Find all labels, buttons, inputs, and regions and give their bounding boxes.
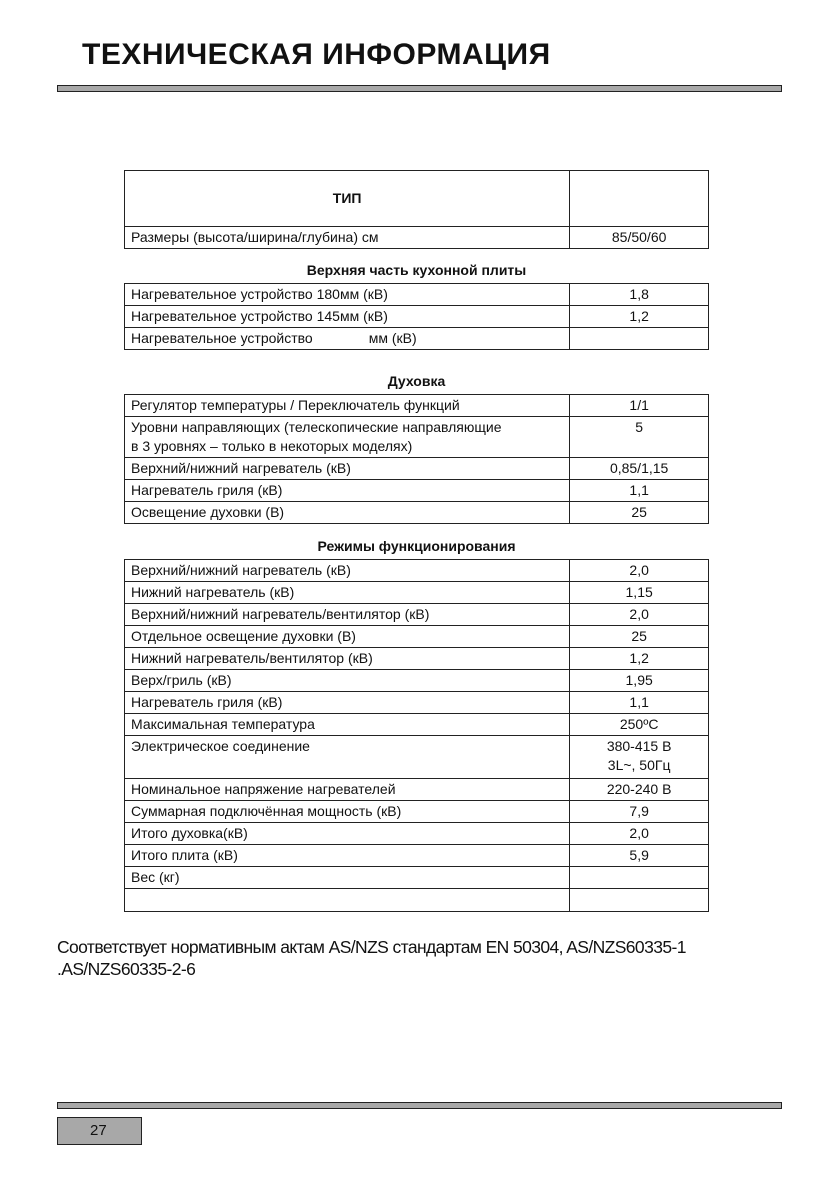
- row-label: Верхний/нижний нагреватель/вентилятор (кВ): [125, 604, 570, 626]
- row-value: 5,9: [570, 845, 709, 867]
- row-label: [125, 889, 570, 912]
- footer-divider: [57, 1102, 782, 1109]
- table-row: [125, 648, 709, 670]
- table-row: [125, 395, 709, 417]
- table-row: [125, 692, 709, 714]
- row-label: Максимальная температура: [125, 714, 570, 736]
- row-label: Нагреватель гриля (кВ): [125, 480, 570, 502]
- table-row: [125, 417, 709, 458]
- row-value: 220-240 В: [570, 779, 709, 801]
- row-label: Электрическое соединение: [125, 736, 570, 779]
- row-value: 5: [570, 417, 709, 458]
- dimensions-label: Размеры (высота/ширина/глубина) см: [125, 227, 570, 249]
- table-row: [125, 823, 709, 845]
- table-row: [125, 560, 709, 582]
- table-row: [125, 480, 709, 502]
- table-row: [125, 284, 709, 306]
- row-value: 1,2: [570, 306, 709, 328]
- row-value: 1,95: [570, 670, 709, 692]
- row-label: Уровни направляющих (телескопические направляющие: [131, 419, 502, 435]
- dimensions-row: [125, 227, 709, 249]
- row-value: [570, 889, 709, 912]
- header-divider: [57, 85, 782, 92]
- table-row: [125, 845, 709, 867]
- row-label: Освещение духовки (В): [125, 502, 570, 524]
- row-value: 250ºC: [570, 714, 709, 736]
- row-value: 1,1: [570, 692, 709, 714]
- row-value: 25: [570, 626, 709, 648]
- row-value: 2,0: [570, 823, 709, 845]
- row-label: Вес (кг): [125, 867, 570, 889]
- table-row: [125, 867, 709, 889]
- hob-section-title: Верхняя часть кухонной плиты: [306, 262, 527, 278]
- row-label: Суммарная подключённая мощность (кВ): [125, 801, 570, 823]
- row-label: Верхний/нижний нагреватель (кВ): [125, 560, 570, 582]
- type-row: [125, 171, 709, 227]
- row-value: 25: [570, 502, 709, 524]
- row-value: 1/1: [570, 395, 709, 417]
- table-row: [125, 306, 709, 328]
- row-label: Регулятор температуры / Переключатель функций: [125, 395, 570, 417]
- dimensions-value: 85/50/60: [570, 227, 709, 249]
- row-value: 7,9: [570, 801, 709, 823]
- compliance-line-1: Соответствует нормативным актам AS/NZS стандартам EN 50304, AS/NZS60335-1: [57, 937, 686, 957]
- row-label-line2: в 3 уровнях – только в некоторых моделях): [131, 438, 413, 454]
- row-label: Номинальное напряжение нагревателей: [125, 779, 570, 801]
- row-label: Верхний/нижний нагреватель (кВ): [125, 458, 570, 480]
- row-value: 1,8: [570, 284, 709, 306]
- oven-table: [124, 394, 709, 524]
- table-row: [125, 801, 709, 823]
- table-row: [125, 604, 709, 626]
- row-value: [570, 328, 709, 350]
- row-value: 0,85/1,15: [570, 458, 709, 480]
- row-value-cell: [570, 736, 709, 779]
- type-label: ТИП: [125, 171, 570, 227]
- table-row: [125, 889, 709, 912]
- page-number: 27: [57, 1117, 142, 1145]
- oven-section-title: Духовка: [387, 373, 446, 389]
- row-label: Нагреватель гриля (кВ): [125, 692, 570, 714]
- compliance-note: [57, 936, 797, 980]
- row-value: 380-415 В: [606, 738, 672, 754]
- hob-table: [124, 283, 709, 350]
- type-value: [570, 171, 709, 227]
- row-value: 2,0: [570, 604, 709, 626]
- row-label: Нагревательное устройство: [131, 330, 313, 346]
- row-value: 1,2: [570, 648, 709, 670]
- row-label-cell: [125, 417, 570, 458]
- row-label: Нижний нагреватель/вентилятор (кВ): [125, 648, 570, 670]
- page-title: ТЕХНИЧЕСКАЯ ИНФОРМАЦИЯ: [82, 38, 551, 71]
- table-row: [125, 779, 709, 801]
- table-row: [125, 670, 709, 692]
- row-units: мм (кВ): [368, 330, 417, 346]
- table-row: [125, 626, 709, 648]
- row-label: Нагревательное устройство 145мм (кВ): [125, 306, 570, 328]
- table-row: [125, 458, 709, 480]
- type-table: [124, 170, 709, 249]
- row-value-line2: 3L~, 50Гц: [607, 757, 671, 773]
- table-row: [125, 582, 709, 604]
- modes-table: [124, 559, 709, 912]
- row-value: 2,0: [570, 560, 709, 582]
- row-label: Нагревательное устройство 180мм (кВ): [125, 284, 570, 306]
- row-label: Итого плита (кВ): [125, 845, 570, 867]
- compliance-line-2: .AS/NZS60335-2-6: [57, 959, 196, 979]
- row-label: Верх/гриль (кВ): [125, 670, 570, 692]
- row-label: Нижний нагреватель (кВ): [125, 582, 570, 604]
- row-value: 1,15: [570, 582, 709, 604]
- modes-section-title: Режимы функционирования: [317, 538, 516, 554]
- table-row: [125, 736, 709, 779]
- row-value: 1,1: [570, 480, 709, 502]
- table-row: [125, 714, 709, 736]
- row-label-cell: [125, 328, 570, 350]
- row-label: Отдельное освещение духовки (В): [125, 626, 570, 648]
- table-row: [125, 502, 709, 524]
- row-value: [570, 867, 709, 889]
- table-row: [125, 328, 709, 350]
- row-label: Итого духовка(кВ): [125, 823, 570, 845]
